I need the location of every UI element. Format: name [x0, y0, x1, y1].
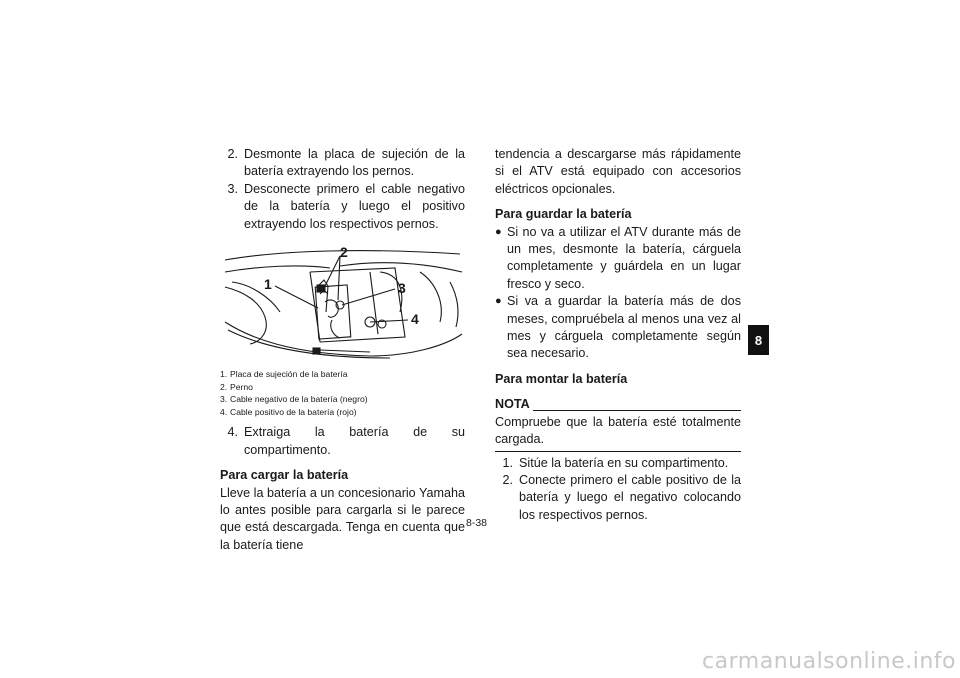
- step-number: 2.: [227, 147, 238, 161]
- bullet-text: Si va a guardar la batería más de dos meses, compruébela al menos una vez al mes y cárguela completamente según sea necesario.: [507, 294, 741, 361]
- step-4: [220, 424, 465, 459]
- bullet-text: Si no va a utilizar el ATV durante más de un mes, desmonte la batería, cárguela completamente y guárdela en un lugar fresco y seco.: [507, 224, 741, 291]
- callout-2: 2: [340, 244, 348, 261]
- chapter-tab: 8: [748, 325, 769, 355]
- step-number: 4.: [227, 425, 238, 440]
- note-text: Compruebe que la batería esté totalmente cargada.: [495, 414, 741, 452]
- section-heading-charge: Para cargar la batería: [220, 468, 349, 483]
- note-header: [495, 396, 741, 413]
- note-label: NOTA: [495, 397, 530, 412]
- section-heading-store: Para guardar la batería: [495, 207, 632, 222]
- section-heading-mount: Para montar la batería: [495, 371, 628, 386]
- legend-text: Placa de sujeción de la batería: [230, 369, 348, 380]
- step-2: [495, 472, 741, 524]
- step-text: Sitúe la batería en su compartimento.: [519, 455, 729, 470]
- legend-text: Cable negativo de la batería (negro): [230, 394, 368, 405]
- note-rule: [533, 410, 741, 411]
- right-column: [495, 146, 741, 524]
- step-3: [220, 181, 465, 233]
- step-text: Extraiga la batería de su compartimento.: [244, 425, 465, 457]
- page-number: 8-38: [466, 517, 488, 529]
- bullet-item: [495, 224, 741, 294]
- bullet-icon: ●: [495, 295, 502, 308]
- step-2: [220, 146, 465, 181]
- step-1: [495, 455, 741, 472]
- step-text: Conecte primero el cable positivo de la batería y luego el negativo colocando los respectivos pernos.: [519, 472, 741, 522]
- step-text: Desconecte primero el cable negativo de la batería y luego el positivo extrayendo los respectivos pernos.: [244, 181, 465, 231]
- continuation-paragraph: tendencia a descargarse más rápidamente si el ATV está equipado con accesorios eléctricos opcionales.: [495, 147, 741, 196]
- legend-item: [220, 368, 465, 381]
- callout-1: 1: [264, 276, 272, 293]
- legend-item: [220, 381, 465, 394]
- legend-item: [220, 406, 465, 419]
- callout-3: 3: [398, 280, 406, 297]
- legend-item: [220, 393, 465, 406]
- legend-number: 3.: [220, 394, 228, 405]
- legend-number: 1.: [220, 369, 228, 380]
- legend-text: Cable positivo de la batería (rojo): [230, 406, 357, 417]
- step-number: 2.: [502, 472, 513, 487]
- step-number: 3.: [227, 181, 238, 196]
- bullet-icon: ●: [495, 225, 502, 238]
- figure-legend: [220, 368, 465, 418]
- watermark-text: carmanualsonline.info: [702, 649, 956, 674]
- bullet-item: [495, 293, 741, 363]
- step-number: 1.: [502, 455, 513, 470]
- step-text: Desmonte la placa de sujeción de la batería extrayendo los pernos.: [244, 147, 465, 179]
- charge-paragraph: Lleve la batería a un concesionario Yamaha lo antes posible para cargarla si le parece que está descargada. Tenga en cuenta que la batería tiene: [220, 485, 465, 552]
- battery-illustration: [220, 242, 465, 360]
- legend-number: 4.: [220, 406, 228, 417]
- callout-4: 4: [411, 311, 419, 328]
- legend-number: 2.: [220, 381, 228, 392]
- left-column: [220, 146, 465, 554]
- legend-text: Perno: [230, 381, 253, 392]
